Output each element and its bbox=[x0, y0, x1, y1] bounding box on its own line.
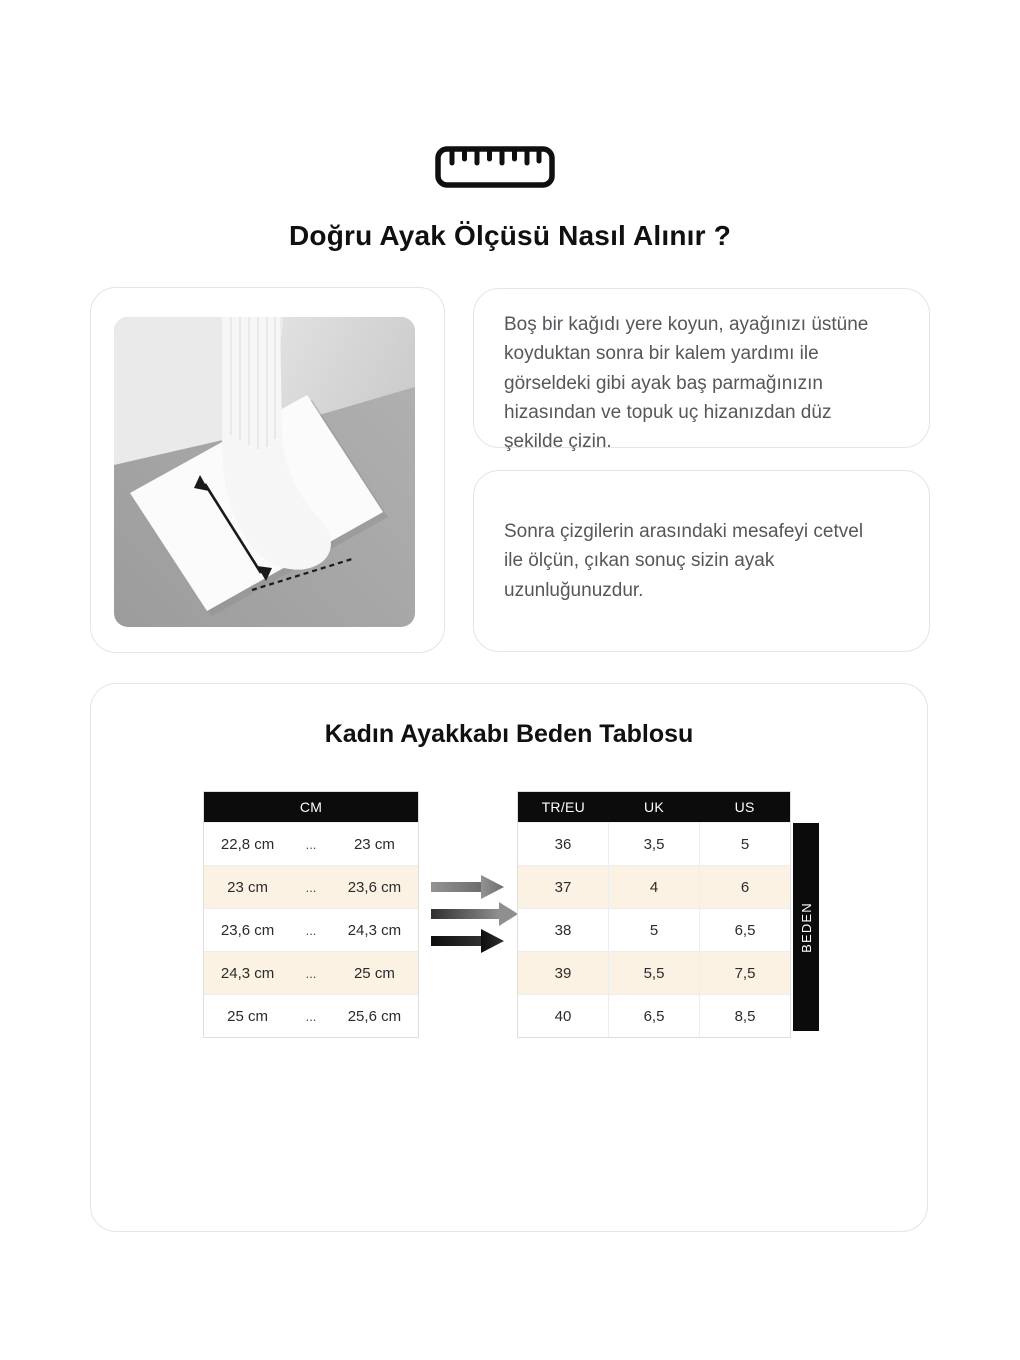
transfer-arrows-icon bbox=[429, 874, 519, 954]
instruction-box-2 bbox=[473, 470, 930, 652]
instruction-text-2: Sonra çizgilerin arasındaki mesafeyi cetvel ile ölçün, çıkan sonuç sizin ayak uzunluğunuzdur. bbox=[504, 521, 864, 601]
beden-side-label: BEDEN bbox=[793, 823, 819, 1031]
table-row: 25 cm ... 25,6 cm bbox=[204, 994, 418, 1037]
table-row: 23,6 cm ... 24,3 cm bbox=[204, 908, 418, 951]
table-row: 36 3,5 5 bbox=[518, 822, 790, 865]
table-row: 24,3 cm ... 25 cm bbox=[204, 951, 418, 994]
table-row: 22,8 cm ... 23 cm bbox=[204, 822, 418, 865]
measurement-photo-card bbox=[90, 287, 445, 653]
column-header: TR/EU bbox=[541, 799, 586, 815]
cm-table bbox=[203, 791, 419, 1038]
table-row: 23 cm ... 23,6 cm bbox=[204, 865, 418, 908]
size-conversion-table bbox=[517, 791, 791, 1038]
column-header: UK bbox=[643, 799, 665, 815]
table-row: 37 4 6 bbox=[518, 865, 790, 908]
instruction-text-1: Boş bir kağıdı yere koyun, ayağınızı üstüne koyduktan sonra bir kalem yardımı ile görseldeki gibi ayak baş parmağınızın hizasından ve topuk uç hizanızdan düz şekilde çizin. bbox=[504, 314, 869, 452]
table-row: 40 6,5 8,5 bbox=[518, 994, 790, 1037]
size-table-headers bbox=[518, 792, 790, 822]
size-table-title: Kadın Ayakkabı Beden Tablosu bbox=[324, 720, 694, 748]
cm-table-header: CM bbox=[204, 792, 418, 822]
size-table-card bbox=[90, 683, 928, 1232]
ruler-icon bbox=[435, 146, 555, 190]
instruction-box-1 bbox=[473, 288, 930, 452]
foot-measurement-photo bbox=[114, 317, 415, 627]
column-header: US bbox=[734, 799, 755, 815]
table-row: 39 5,5 7,5 bbox=[518, 951, 790, 994]
table-row: 38 5 6,5 bbox=[518, 908, 790, 951]
page-title: Doğru Ayak Ölçüsü Nasıl Alınır ? bbox=[288, 220, 732, 251]
